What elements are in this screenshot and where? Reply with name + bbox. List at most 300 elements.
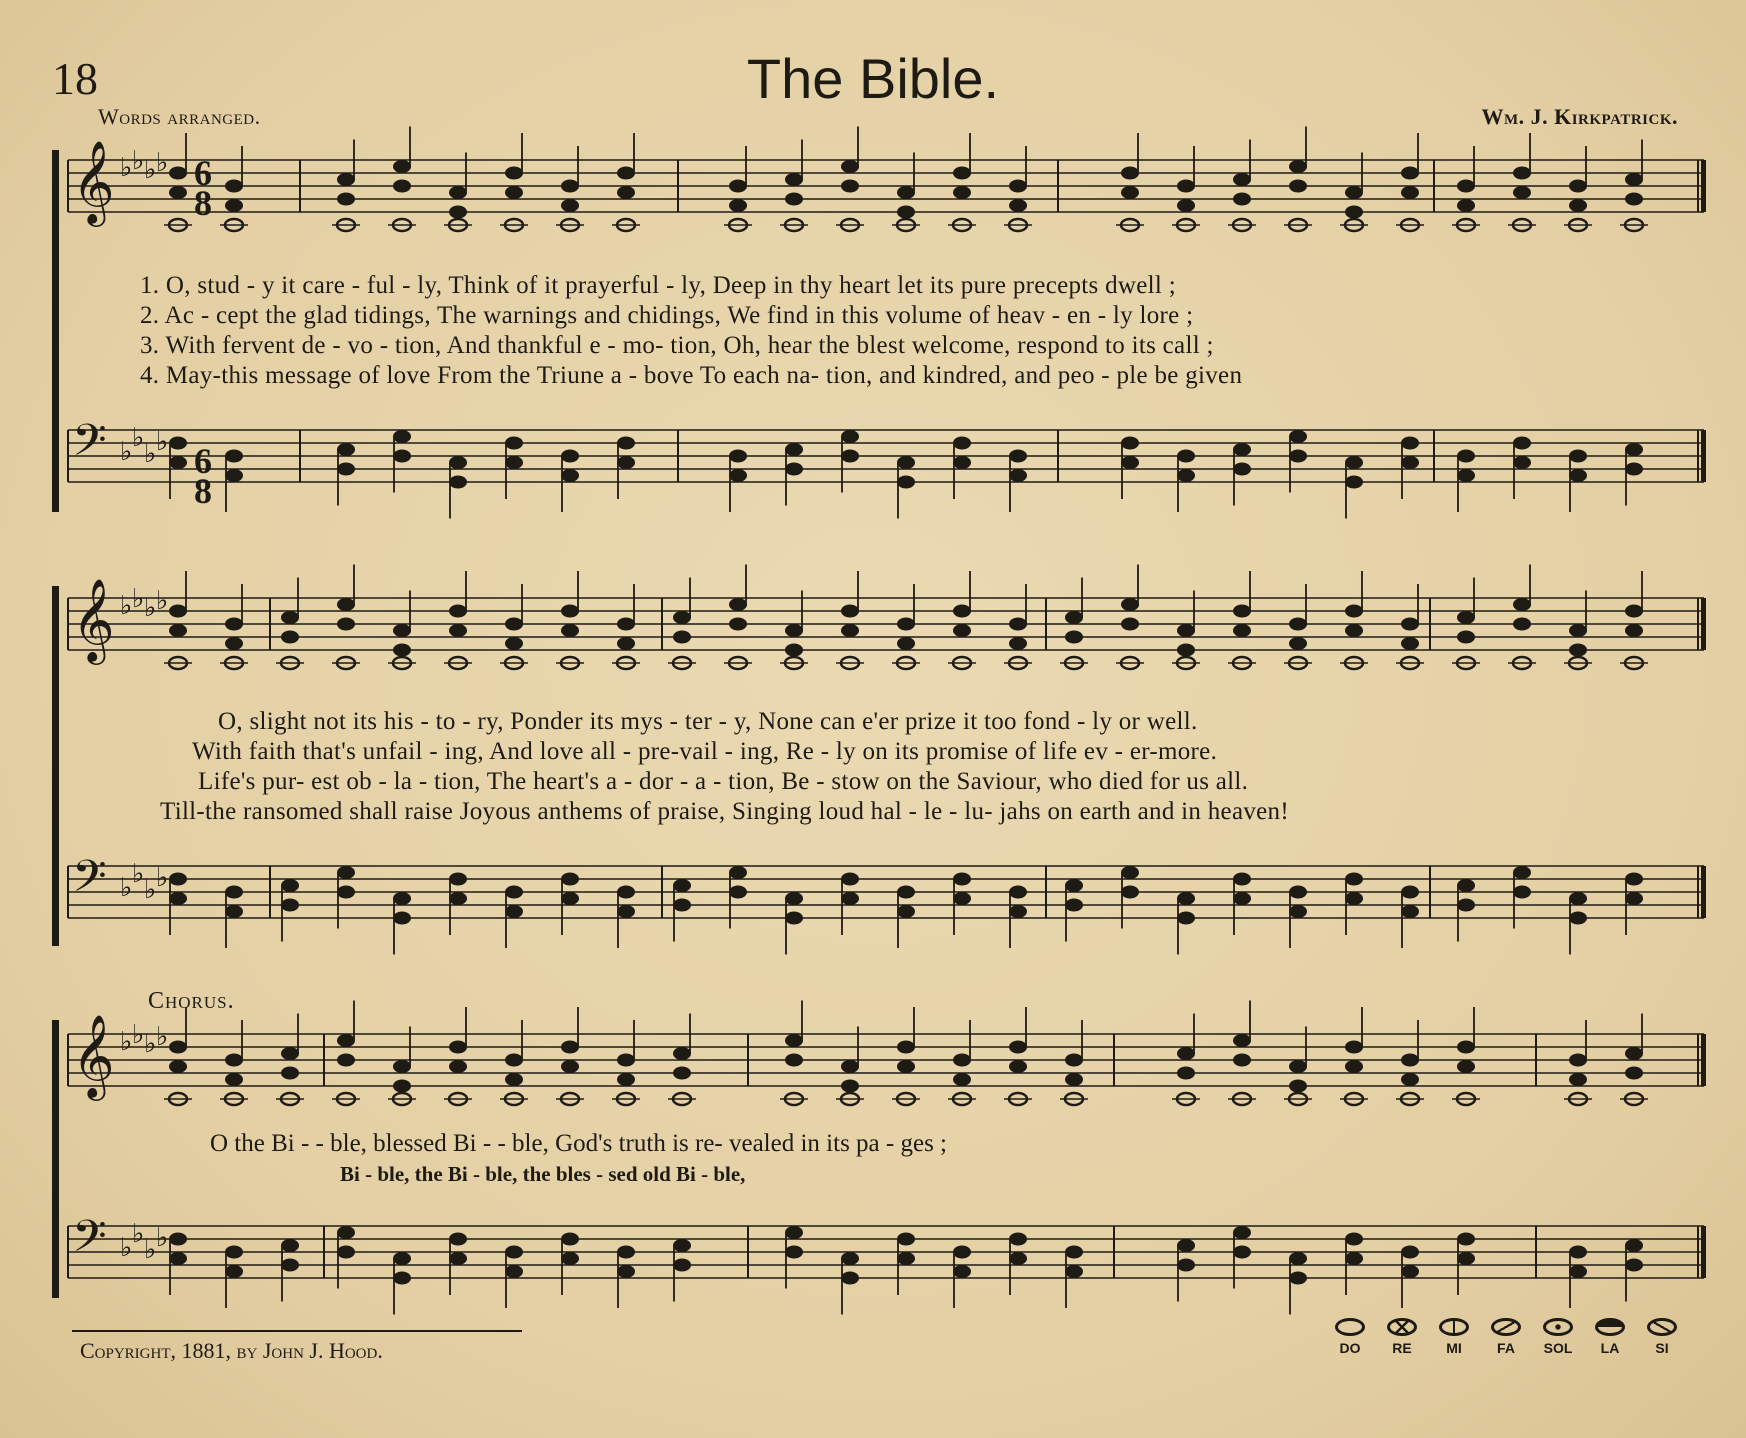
notehead [1009,1060,1027,1073]
notehead [673,1259,691,1272]
notehead [729,180,747,193]
notehead [337,173,355,186]
notehead [505,456,523,469]
notehead [393,1252,411,1265]
solfa-re: RE [1382,1318,1422,1356]
notehead [897,206,915,219]
notehead [1009,905,1027,918]
notehead [337,463,355,476]
notehead [953,1054,971,1067]
notehead [785,193,803,206]
notehead [1289,618,1307,631]
notehead [1401,618,1419,631]
treble-clef-icon: 𝄞 [72,577,115,661]
notehead [225,450,243,463]
notehead [337,1226,355,1239]
notehead [561,1041,579,1054]
notehead [1345,624,1363,637]
notehead [449,1233,467,1246]
flat-icon: ♭ [156,1022,169,1052]
notehead [785,1226,803,1239]
notehead [897,637,915,650]
notehead [617,167,635,180]
notehead [169,605,187,618]
verse-2-line-b: With faith that's unfail - ing, And love all - pre-vail - ing, Re - ly on its promise of life ev - er-more. [192,738,1218,765]
notehead [785,1034,803,1047]
notehead [1065,1246,1083,1259]
notehead [449,1252,467,1265]
system-1-treble-end-thick-bar [1701,160,1706,212]
notehead [1457,1252,1475,1265]
notehead [1065,899,1083,912]
notehead [1569,199,1587,212]
notehead [1233,873,1251,886]
notehead [449,605,467,618]
flat-icon: ♭ [132,1020,145,1050]
notehead [1065,611,1083,624]
notehead [673,631,691,644]
notehead [1009,637,1027,650]
treble-clef-icon: 𝄞 [72,1013,115,1097]
notehead [953,1073,971,1086]
notehead [1233,173,1251,186]
notehead [1121,186,1139,199]
copyright-notice: Copyright, 1881, by John J. Hood. [80,1338,383,1363]
notehead [393,892,411,905]
notehead [1569,450,1587,463]
notehead [953,873,971,886]
notehead [1065,631,1083,644]
notehead [1345,476,1363,489]
notehead [1289,160,1307,173]
flat-icon: ♭ [120,1027,133,1057]
notehead [1345,873,1363,886]
treble-clef-icon: 𝄞 [72,139,115,223]
notehead [1177,1047,1195,1060]
notehead [785,463,803,476]
notehead [1457,1041,1475,1054]
notehead [1177,1067,1195,1080]
notehead [561,624,579,637]
notehead [1625,605,1643,618]
notehead [1233,605,1251,618]
notehead [729,469,747,482]
notehead [1065,1265,1083,1278]
notehead [1345,186,1363,199]
notehead [337,1246,355,1259]
notehead [785,1054,803,1067]
notehead [393,644,411,657]
notehead [841,1060,859,1073]
flat-icon: ♭ [120,1233,133,1263]
notehead [225,618,243,631]
flat-icon: ♭ [156,586,169,616]
notehead [1065,1054,1083,1067]
notehead [953,456,971,469]
notehead [1457,180,1475,193]
flat-icon: ♭ [144,593,157,623]
verse-3-line-a: 3. With fervent de - vo - tion, And thankful e - mo- tion, Oh, hear the blest welcome, respond to its call ; [140,332,1214,359]
flat-icon: ♭ [144,1029,157,1059]
notehead [337,193,355,206]
notehead [1233,1246,1251,1259]
notehead [1177,180,1195,193]
notehead [169,1060,187,1073]
footer-rule [72,1330,522,1332]
notehead [561,199,579,212]
notehead [1289,450,1307,463]
flat-icon: ♭ [120,873,133,903]
notehead [281,1067,299,1080]
notehead [785,1246,803,1259]
notehead [1009,180,1027,193]
notehead [169,1041,187,1054]
notehead [169,167,187,180]
notehead [785,644,803,657]
notehead [1457,899,1475,912]
notehead [1401,905,1419,918]
notehead [505,905,523,918]
notehead [617,186,635,199]
notehead [561,450,579,463]
notehead [1401,437,1419,450]
chorus-alt-lyric: Bi - ble, the Bi - ble, the bles - sed old Bi - ble, [340,1162,746,1186]
notehead [393,160,411,173]
flat-icon: ♭ [132,1219,145,1249]
notehead [617,637,635,650]
notehead [225,199,243,212]
notehead [1009,1233,1027,1246]
notehead [673,1047,691,1060]
notehead [225,1265,243,1278]
notehead [1569,1073,1587,1086]
time-signature-treble [194,153,212,223]
notehead [1401,167,1419,180]
notehead [953,1265,971,1278]
notehead [1569,1054,1587,1067]
notehead [1401,1073,1419,1086]
solfa-fa: FA [1486,1318,1526,1356]
notehead [673,1067,691,1080]
notehead [1121,167,1139,180]
notehead [1121,866,1139,879]
bass-clef-icon: 𝄢 [72,414,107,477]
bass-clef-icon: 𝄢 [72,1210,107,1273]
notehead [169,456,187,469]
notehead [897,1041,915,1054]
notehead [785,173,803,186]
notehead [841,450,859,463]
notehead [617,1246,635,1259]
notehead [281,631,299,644]
notehead [169,1233,187,1246]
notehead [393,430,411,443]
notehead [1569,644,1587,657]
notehead [1513,456,1531,469]
notehead [841,605,859,618]
notehead [729,598,747,611]
notehead [617,1265,635,1278]
notehead [1569,912,1587,925]
chorus-lyric: O the Bi - - ble, blessed Bi - - ble, God's truth is re- vealed in its pa - ges ; [210,1130,947,1157]
time-signature-bass [194,441,212,511]
notehead [729,886,747,899]
notehead [505,618,523,631]
notehead [617,1054,635,1067]
notehead [729,199,747,212]
notehead [449,1041,467,1054]
notehead [1513,886,1531,899]
notehead [281,1239,299,1252]
notehead [1233,1226,1251,1239]
notehead [1009,199,1027,212]
notehead [1625,463,1643,476]
notehead [897,618,915,631]
notehead [1289,1272,1307,1285]
notehead [1401,1246,1419,1259]
flat-icon: ♭ [144,875,157,905]
notehead [673,1239,691,1252]
notehead [505,1054,523,1067]
flat-icon: ♭ [120,437,133,467]
notehead [1121,598,1139,611]
notehead [1569,1246,1587,1259]
notehead [449,892,467,905]
notehead [281,1259,299,1272]
notehead [393,624,411,637]
flat-icon: ♭ [120,591,133,621]
notehead [225,1246,243,1259]
verse-1-line-b: O, slight not its his - to - ry, Ponder its mys - ter - y, None can e'er prize it too fond - ly or well. [218,708,1198,735]
bass-clef-icon: 𝄢 [72,850,107,913]
notehead [1177,1239,1195,1252]
notehead [561,892,579,905]
verse-1-line-a: 1. O, stud - y it care - ful - ly, Think of it prayerful - ly, Deep in thy heart let its pure precepts dwell ; [140,272,1176,299]
chorus-label: Chorus. [148,988,235,1014]
verse-3-line-b: Life's pur- est ob - la - tion, The heart's a - dor - a - tion, Be - stow on the Saviour, who died for us all. [198,768,1249,795]
notehead [953,437,971,450]
notehead [953,1246,971,1259]
flat-icon: ♭ [132,146,145,176]
notehead [1345,1060,1363,1073]
notehead [897,1060,915,1073]
dotted-oval-icon [1543,1318,1573,1336]
notehead [561,873,579,886]
notehead [1121,456,1139,469]
notehead [225,637,243,650]
notehead [1625,173,1643,186]
notehead [1457,199,1475,212]
flat-icon: ♭ [144,439,157,469]
notehead [169,186,187,199]
notehead [953,167,971,180]
notehead [505,437,523,450]
split-oval-icon [1439,1318,1469,1336]
notehead [1289,886,1307,899]
notehead [1569,469,1587,482]
notehead [225,1073,243,1086]
notehead [449,456,467,469]
flat-icon: ♭ [132,859,145,889]
notehead [617,618,635,631]
notehead [337,598,355,611]
system-2-bass-end-thick-bar [1701,866,1706,918]
notehead [1569,180,1587,193]
notehead [841,624,859,637]
solfa-sol: SOL [1538,1318,1578,1356]
notehead [1401,456,1419,469]
notehead [281,611,299,624]
notehead [617,1073,635,1086]
system-2-treble-end-thick-bar [1701,598,1706,650]
notehead [897,456,915,469]
notehead [1625,892,1643,905]
words-credit: Words arranged. [98,104,261,129]
notehead [1513,167,1531,180]
notehead [841,1272,859,1285]
notehead [1625,873,1643,886]
notehead [897,476,915,489]
notehead [673,879,691,892]
notehead [1513,437,1531,450]
notehead [449,476,467,489]
solfa-si: SI [1642,1318,1682,1356]
system-brace-1 [52,150,59,512]
notehead [1625,624,1643,637]
notehead [1345,605,1363,618]
notehead [505,1265,523,1278]
notehead [1289,1252,1307,1265]
notehead [953,892,971,905]
notehead [1345,892,1363,905]
notehead [841,892,859,905]
notehead [617,437,635,450]
notehead [1289,180,1307,193]
notehead [1289,1080,1307,1093]
notehead [281,1047,299,1060]
notehead [953,605,971,618]
notehead [897,1252,915,1265]
notehead [785,443,803,456]
notehead [337,618,355,631]
notehead [337,443,355,456]
notehead [337,1054,355,1067]
half-filled-oval-icon [1595,1318,1625,1336]
notehead [393,1060,411,1073]
notehead [1065,1073,1083,1086]
notehead [1345,456,1363,469]
notehead [505,167,523,180]
time-sig-top: 6 [194,441,212,481]
notehead [1457,450,1475,463]
notehead [169,624,187,637]
notehead [225,469,243,482]
slashed-oval-icon [1491,1318,1521,1336]
notehead [1625,1067,1643,1080]
notehead [1401,637,1419,650]
notehead [1289,637,1307,650]
notehead [1625,1239,1643,1252]
flat-icon: ♭ [144,1235,157,1265]
notehead [1177,892,1195,905]
notehead [561,1233,579,1246]
notehead [1009,618,1027,631]
system-1-bass-end-thick-bar [1701,430,1706,482]
notehead [1569,892,1587,905]
notehead [1513,618,1531,631]
notehead [1513,866,1531,879]
notehead [1233,443,1251,456]
notehead [617,886,635,899]
flat-icon: ♭ [156,1223,169,1253]
verse-4-line-b: Till-the ransomed shall raise Joyous anthems of praise, Singing loud hal - le - lu- jahs on earth and in heaven! [160,798,1289,825]
notehead [673,899,691,912]
notehead [1009,450,1027,463]
notehead [1177,644,1195,657]
notehead [617,456,635,469]
notehead [225,180,243,193]
notehead [1345,1233,1363,1246]
notehead [1009,1041,1027,1054]
notehead [785,892,803,905]
notehead [1401,1054,1419,1067]
notehead [841,1080,859,1093]
notehead [953,624,971,637]
notehead [1233,892,1251,905]
time-sig-top: 6 [194,153,212,193]
diagonal-oval-icon [1647,1318,1677,1336]
notehead [1401,186,1419,199]
notehead [561,1060,579,1073]
notehead [1233,624,1251,637]
notehead [1345,206,1363,219]
chorus-bass-end-thick-bar [1701,1226,1706,1278]
notehead [1625,193,1643,206]
solfa-key [1330,1318,1690,1378]
notehead [1233,1034,1251,1047]
notehead [561,605,579,618]
notehead [1121,886,1139,899]
notehead [505,886,523,899]
notehead [1233,193,1251,206]
notehead [729,618,747,631]
notehead [225,905,243,918]
notehead [561,469,579,482]
notehead [1121,618,1139,631]
system-brace-2 [52,586,59,946]
solfa-do: DO [1330,1318,1370,1356]
notehead [393,180,411,193]
notehead [393,1080,411,1093]
notehead [393,450,411,463]
notehead [1289,905,1307,918]
notehead [1345,1041,1363,1054]
notehead [1121,437,1139,450]
notehead [393,912,411,925]
composer-credit: Wm. J. Kirkpatrick. [1481,104,1678,129]
notehead [1345,1252,1363,1265]
notehead [1513,186,1531,199]
notehead [169,873,187,886]
notehead [1401,886,1419,899]
notehead [729,866,747,879]
notehead [897,186,915,199]
notehead [505,186,523,199]
notehead [1177,1259,1195,1272]
open-oval-icon [1335,1318,1365,1336]
notehead [449,1060,467,1073]
notehead [561,180,579,193]
